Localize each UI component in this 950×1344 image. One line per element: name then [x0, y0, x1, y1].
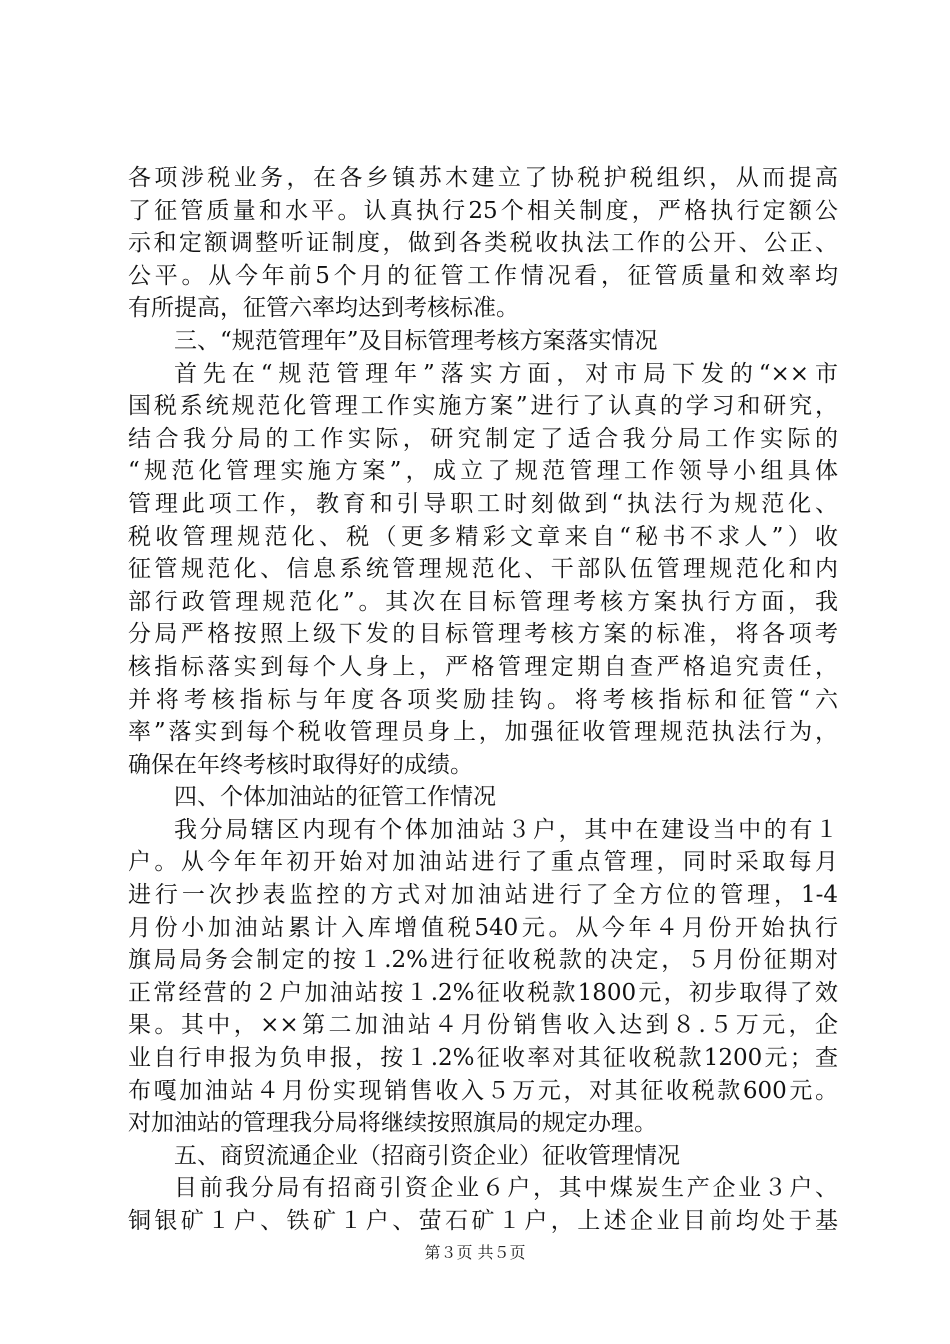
- text-line: 户。从今年年初开始对加油站进行了重点管理，同时采取每月: [128, 849, 838, 876]
- text-line: 结合我分局的工作实际，研究制定了适合我分局工作实际的: [128, 425, 838, 452]
- text-line: 对加油站的管理我分局将继续按照旗局的规定办理。: [128, 1110, 657, 1137]
- text-line: 有所提高，征管六率均达到考核标准。: [128, 295, 519, 322]
- text-line: 了征管质量和水平。认真执行25个相关制度，严格执行定额公: [128, 197, 838, 224]
- text-line: 确保在年终考核时取得好的成绩。: [128, 751, 473, 778]
- text-line: 月份小加油站累计入库增值税540元。从今年４月份开始执行: [128, 914, 838, 941]
- text-line: 率”落实到每个税收管理员身上，加强征收管理规范执法行为，: [128, 719, 838, 746]
- text-line: 正常经营的２户加油站按１.2%征收税款1800元，初步取得了效: [128, 979, 838, 1006]
- text-line: 旗局局务会制定的按１.2%进行征收税款的决定，５月份征期对: [128, 947, 838, 974]
- text-line: 示和定额调整听证制度，做到各类税收执法工作的公开、公正、: [128, 230, 838, 257]
- section-heading: 四、个体加油站的征管工作情况: [174, 784, 496, 811]
- text-line: 业自行申报为负申报，按１.2%征收率对其征收税款1200元；查: [128, 1045, 838, 1072]
- page-number: 第３页 共５页: [424, 1243, 526, 1262]
- text-line: 我分局辖区内现有个体加油站３户，其中在建设当中的有１: [174, 816, 838, 843]
- text-line: 管理此项工作，教育和引导职工时刻做到“执法行为规范化、: [128, 490, 838, 517]
- text-line: 公平。从今年前5个月的征管工作情况看，征管质量和效率均: [128, 262, 838, 289]
- text-line: 首先在“规范管理年”落实方面，对市局下发的“××市: [174, 360, 838, 387]
- text-line: 目前我分局有招商引资企业６户，其中煤炭生产企业３户、: [174, 1175, 838, 1202]
- text-line: “规范化管理实施方案”，成立了规范管理工作领导小组具体: [128, 458, 838, 485]
- text-line: 国税系统规范化管理工作实施方案”进行了认真的学习和研究，: [128, 393, 838, 420]
- text-line: 分局严格按照上级下发的目标管理考核方案的标准，将各项考: [128, 621, 838, 648]
- text-line: 各项涉税业务，在各乡镇苏木建立了协税护税组织，从而提高: [128, 165, 838, 191]
- text-line: 铜银矿１户、铁矿１户、萤石矿１户，上述企业目前均处于基: [128, 1208, 838, 1234]
- text-line: 果。其中，××第二加油站４月份销售收入达到８.５万元，企: [128, 1012, 838, 1039]
- text-line: 进行一次抄表监控的方式对加油站进行了全方位的管理，1-4: [128, 882, 838, 909]
- section-heading: 三、“规范管理年”及目标管理考核方案落实情况: [174, 327, 658, 354]
- text-line: 部行政管理规范化”。其次在目标管理考核方案执行方面，我: [128, 588, 838, 615]
- text-line: 税收管理规范化、税（更多精彩文章来自“秘书不求人”）收: [128, 523, 838, 550]
- section-heading: 五、商贸流通企业（招商引资企业）征收管理情况: [174, 1142, 680, 1169]
- text-line: 核指标落实到每个人身上，严格管理定期自查严格追究责任，: [128, 653, 838, 680]
- document-body: [128, 162, 838, 1238]
- text-line: 布嘎加油站４月份实现销售收入５万元，对其征收税款600元。: [128, 1077, 838, 1104]
- text-line: 并将考核指标与年度各项奖励挂钩。将考核指标和征管“六: [128, 686, 838, 713]
- text-line: 征管规范化、信息系统管理规范化、干部队伍管理规范化和内: [128, 556, 838, 583]
